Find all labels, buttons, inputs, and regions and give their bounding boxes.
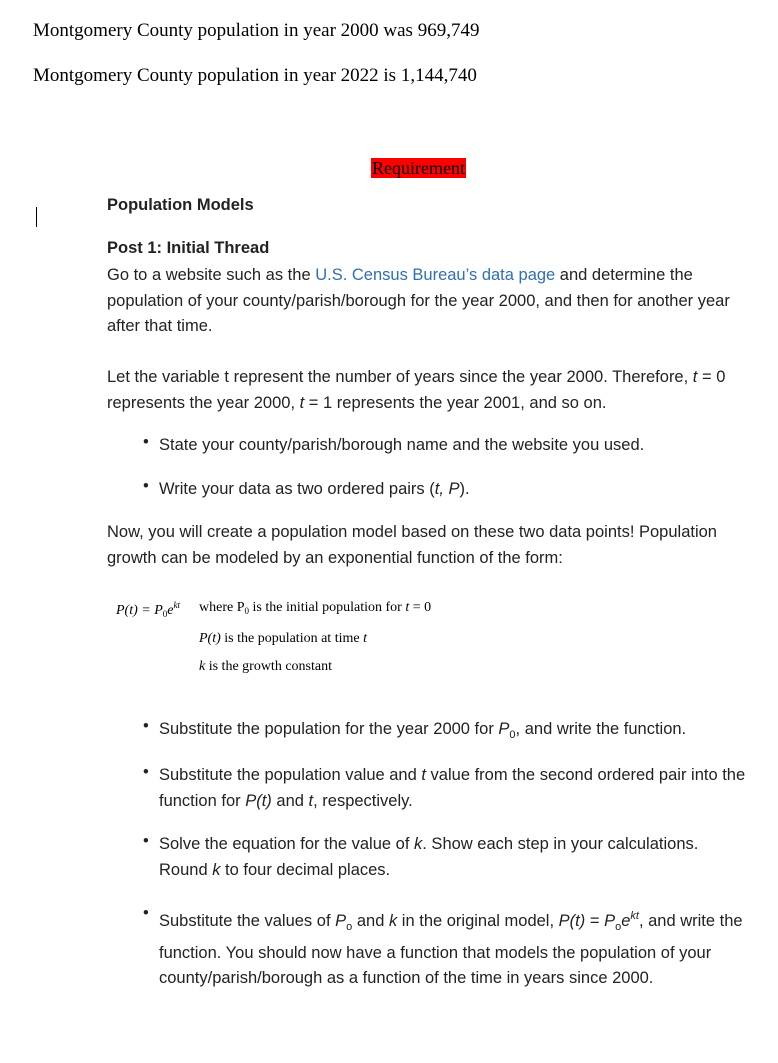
bullet-icon: • — [143, 832, 149, 850]
instructions-paragraph: Go to a website such as the U.S. Census Bureau’s data page and determine the population of your county/parish/borough for the year 2000, and then for another year after that time. — [107, 266, 730, 335]
formula-where-pt: P(t) is the population at time t — [199, 631, 367, 646]
bullet-icon: • — [143, 717, 149, 735]
post-title: Post 1: Initial Thread — [107, 239, 270, 257]
population-2022-line: Montgomery County population in year 2022 is 1,144,740 — [33, 65, 477, 86]
population-2000-line: Montgomery County population in year 2000 was 969,749 — [33, 20, 480, 41]
bullet-icon: • — [143, 433, 149, 451]
variable-definition-paragraph: Let the variable t represent the number of years since the year 2000. Therefore, t = 0 represents the year 2000, t = 1 represents the year 2001, and so on. — [107, 368, 726, 412]
text-cursor — [36, 207, 37, 227]
formula-where-k: k is the growth constant — [199, 659, 332, 674]
section-title: Population Models — [107, 196, 254, 214]
bullet-icon: • — [143, 904, 149, 922]
formula-equation: $P(t) = P_0e^{kt}$ — [116, 600, 180, 619]
requirement-label: Requirement — [372, 158, 465, 178]
bullet-icon: • — [143, 477, 149, 495]
model-intro-paragraph: Now, you will create a population model based on these two data points! Population growth can be modeled by an exponential function of the form: — [107, 523, 717, 567]
bullet-icon: • — [143, 763, 149, 781]
formula-where-p0: where $P_0$ is the initial population for t = 0 — [199, 600, 432, 616]
census-data-link[interactable]: U.S. Census Bureau’s data page — [315, 266, 556, 284]
